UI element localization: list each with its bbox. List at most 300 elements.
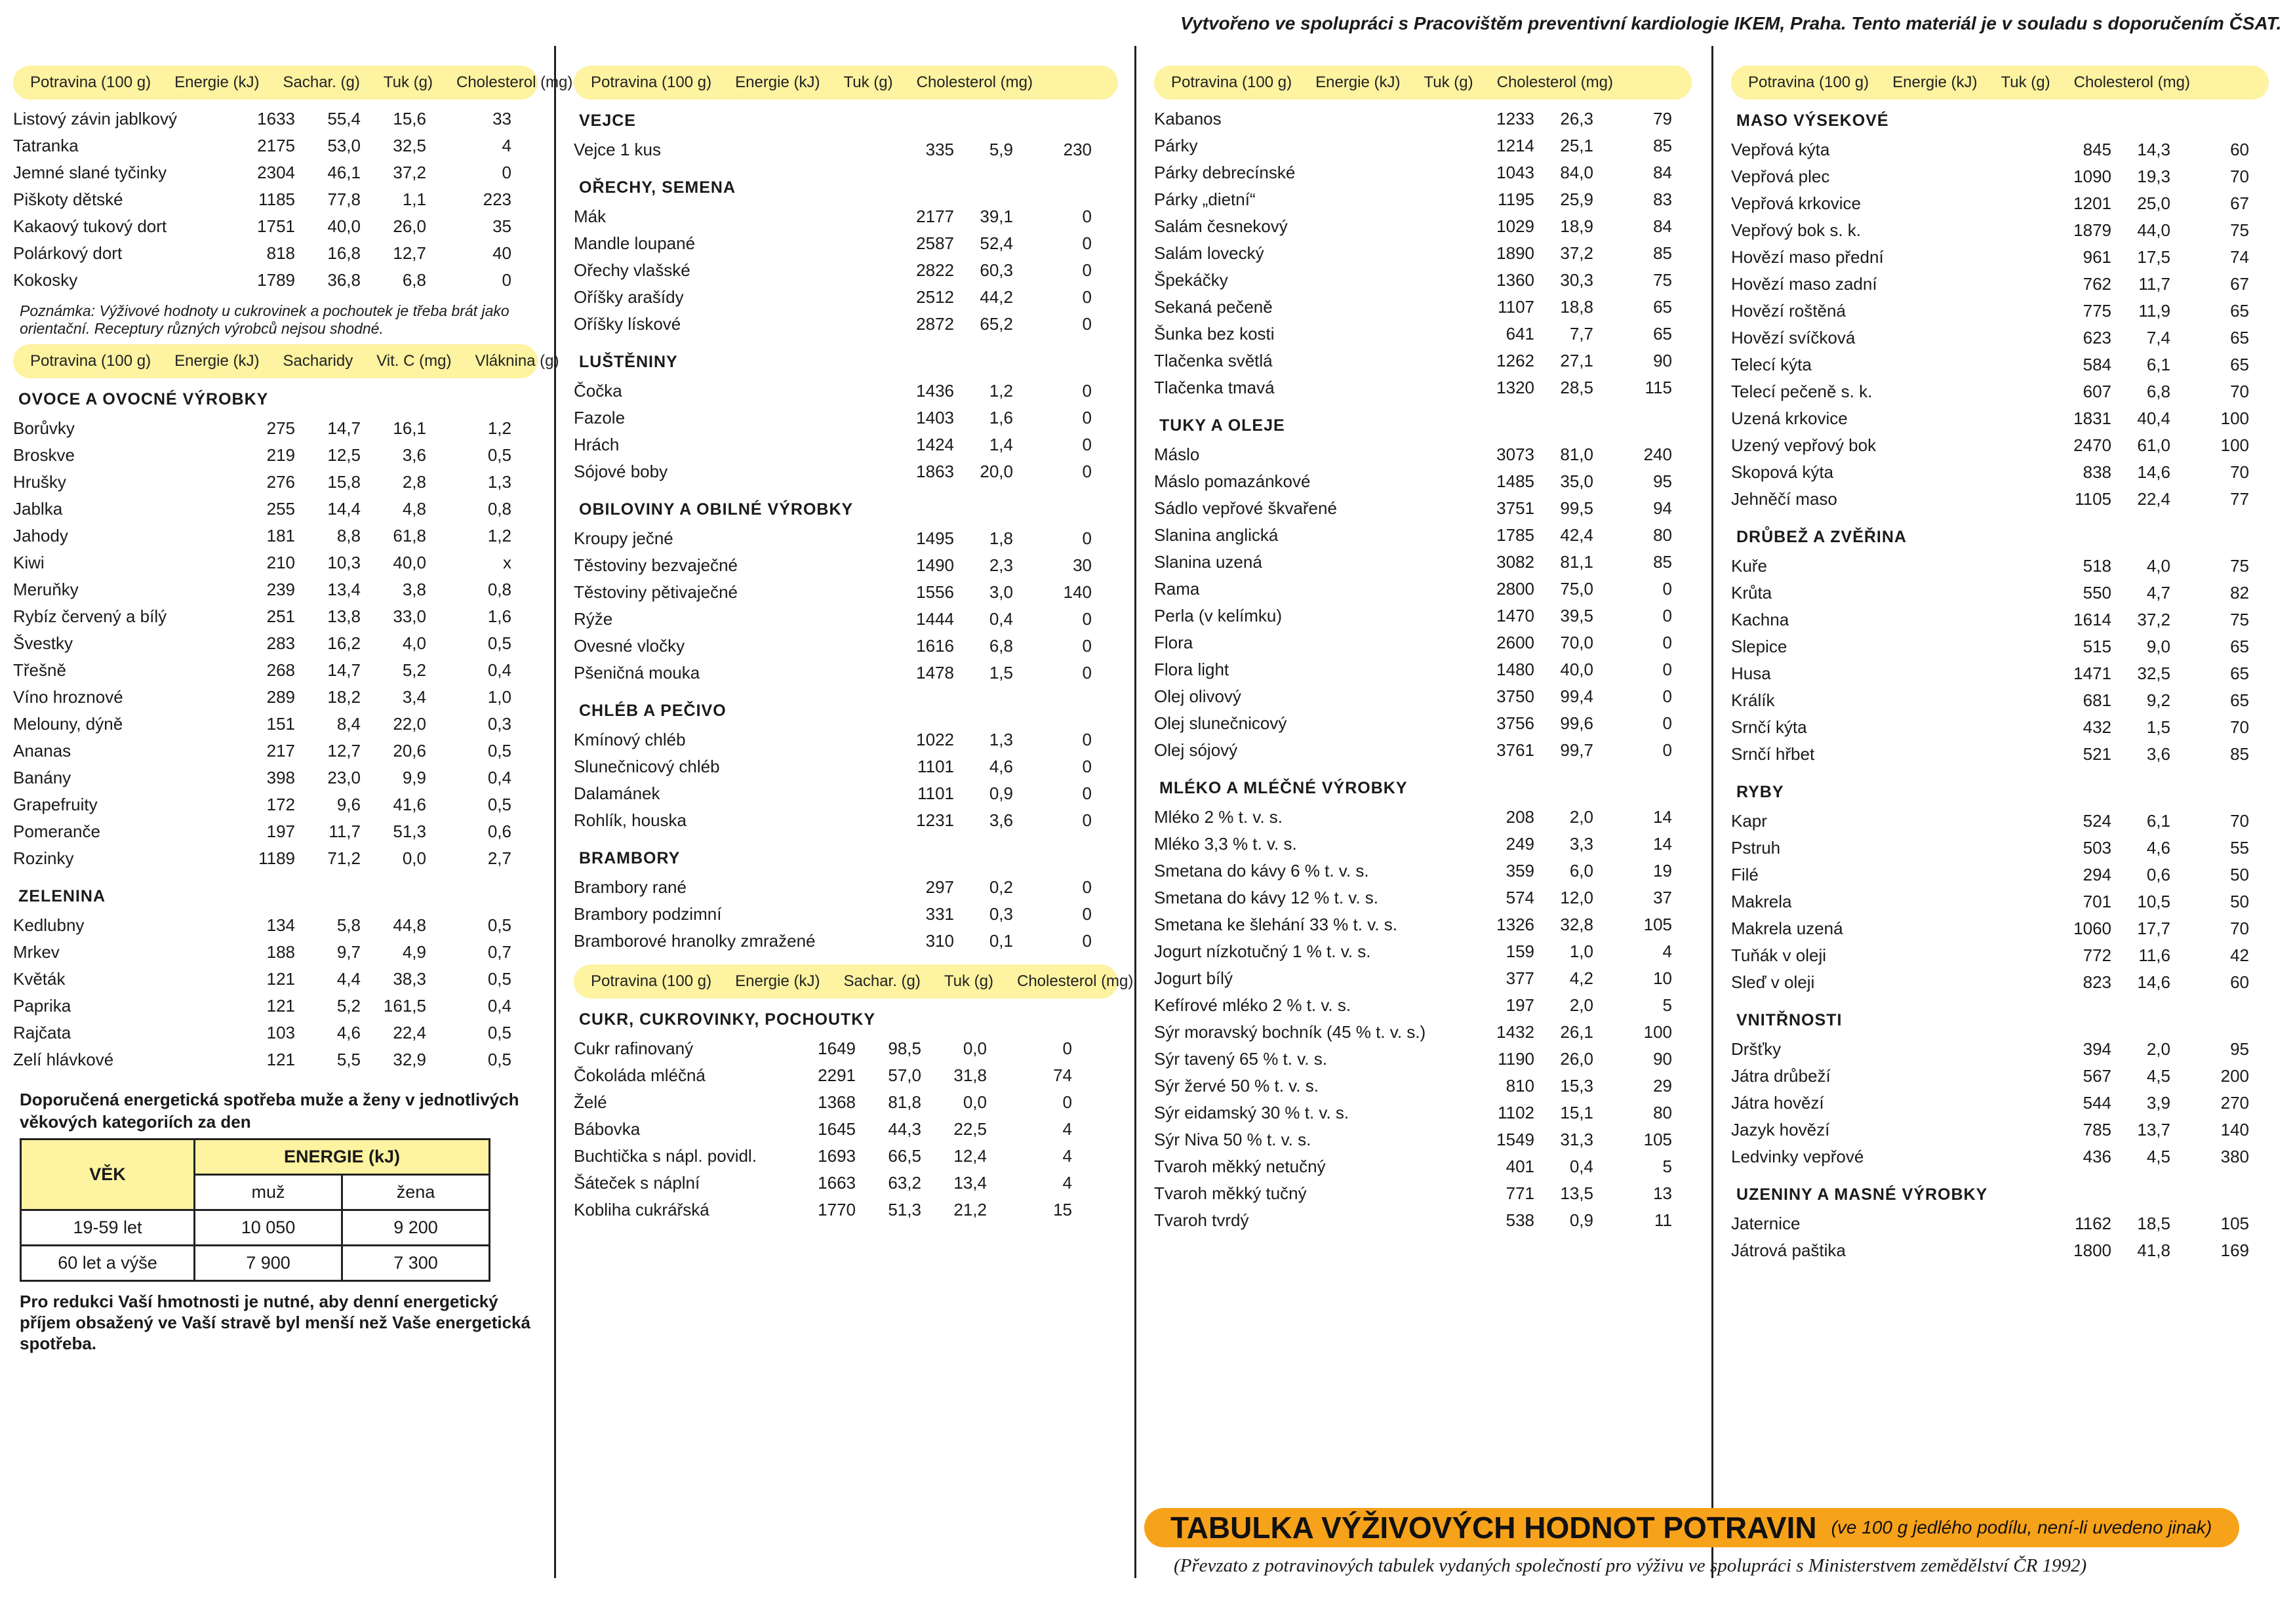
food-name: Jaternice <box>1731 1214 1801 1233</box>
food-value: 3756 <box>1496 713 1534 733</box>
food-value: 3,6 <box>402 445 426 465</box>
food-value: 255 <box>266 499 295 519</box>
food-value: 40,0 <box>1560 660 1593 679</box>
column-header-label: Sachar. (g) <box>283 73 360 91</box>
food-value: 55 <box>2230 838 2249 858</box>
food-name: Těstoviny pětivaječné <box>574 582 738 602</box>
food-value: 5,5 <box>336 1050 361 1069</box>
food-value: 8,4 <box>336 714 361 734</box>
food-name: Zelí hlávkové <box>13 1050 114 1069</box>
food-name: Banány <box>13 768 71 787</box>
section-title: BRAMBORY <box>579 849 681 867</box>
food-value: 7,7 <box>1569 324 1593 344</box>
food-value: 0 <box>1082 810 1092 830</box>
food-name: Kuře <box>1731 556 1767 576</box>
energy-table-title: Doporučená energetická spotřeba muže a ženy v jednotlivých věkových kategoriích za den <box>20 1090 519 1132</box>
food-value: 2800 <box>1496 579 1534 599</box>
section-title: UZENINY A MASNÉ VÝROBKY <box>1736 1185 1988 1204</box>
food-name: Čokoláda mléčná <box>574 1065 706 1085</box>
food-value: 60 <box>2230 140 2249 159</box>
food-name: Jogurt bílý <box>1154 968 1233 988</box>
food-row <box>13 189 538 216</box>
food-name: Pstruh <box>1731 838 1781 858</box>
food-value: 0 <box>1662 713 1672 733</box>
food-value: 70,0 <box>1560 633 1593 652</box>
food-value: 1649 <box>818 1039 856 1058</box>
food-value: 4,6 <box>2146 838 2170 858</box>
food-row <box>1731 556 2269 583</box>
food-value: 1,5 <box>2146 717 2170 737</box>
food-value: 4,8 <box>402 499 426 519</box>
food-name: Tvaroh měkký netučný <box>1154 1157 1326 1176</box>
food-row <box>1154 1157 1692 1183</box>
food-value: 4,7 <box>2146 583 2170 603</box>
food-value: 810 <box>1506 1076 1534 1096</box>
food-value: 398 <box>266 768 295 787</box>
food-name: Salám lovecký <box>1154 243 1264 263</box>
food-value: 80 <box>1653 1103 1672 1122</box>
food-name: Máslo pomazánkové <box>1154 471 1311 491</box>
food-row <box>1731 1066 2269 1093</box>
food-value: 41,8 <box>2137 1240 2170 1260</box>
food-value: 44,0 <box>2137 220 2170 240</box>
column-header-label: Cholesterol (mg) <box>1496 73 1613 91</box>
confectionery-note: Poznámka: Výživové hodnoty u cukrovinek a pochoutek je třeba brát jako orientační. Receptury různých výrobců nejsou shodné. <box>20 302 509 337</box>
food-row <box>1731 919 2269 945</box>
food-value: 5,8 <box>336 915 361 935</box>
food-row <box>1731 972 2269 999</box>
food-row <box>1731 717 2269 744</box>
section-title: VEJCE <box>579 111 636 130</box>
food-value: 5,2 <box>402 660 426 680</box>
food-row <box>574 287 1118 314</box>
food-value: 15,8 <box>327 472 361 492</box>
food-value: 567 <box>2083 1066 2111 1086</box>
food-row <box>1154 861 1692 888</box>
food-row <box>1731 301 2269 328</box>
food-row <box>13 714 538 741</box>
food-row <box>1731 1147 2269 1174</box>
food-value: 1,6 <box>989 408 1013 427</box>
column-meat <box>1731 59 2269 1624</box>
food-row <box>1731 462 2269 489</box>
food-row <box>13 795 538 822</box>
section-title: TUKY A OLEJE <box>1159 416 1285 435</box>
food-value: 4 <box>1062 1119 1072 1139</box>
food-name: Hrách <box>574 435 620 454</box>
food-value: 0 <box>1082 528 1092 548</box>
food-value: 6,0 <box>1569 861 1593 881</box>
food-value: 270 <box>2220 1093 2249 1113</box>
food-value: 1436 <box>916 381 954 401</box>
food-value: 14,7 <box>327 660 361 680</box>
food-row <box>1154 351 1692 378</box>
food-value: 85 <box>1653 136 1672 155</box>
column-divider <box>1711 46 1713 1578</box>
food-value: 0,2 <box>989 877 1013 897</box>
food-name: Brambory rané <box>574 877 687 897</box>
food-value: 17,5 <box>2137 247 2170 267</box>
food-value: 65 <box>1653 297 1672 317</box>
food-value: 30,3 <box>1560 270 1593 290</box>
food-value: 1105 <box>2075 489 2111 509</box>
food-name: Sýr žervé 50 % t. v. s. <box>1154 1076 1319 1096</box>
food-value: 5,9 <box>989 140 1013 159</box>
food-value: 14 <box>1653 807 1672 827</box>
food-row <box>13 768 538 795</box>
food-value: 1102 <box>1498 1103 1534 1122</box>
food-row <box>1731 220 2269 247</box>
food-value: 13,8 <box>327 606 361 626</box>
food-value: 1029 <box>1496 216 1534 236</box>
food-name: Jazyk hovězí <box>1731 1120 1830 1139</box>
food-value: 2177 <box>916 207 954 226</box>
food-value: 2872 <box>916 314 954 334</box>
food-value: 1645 <box>818 1119 856 1139</box>
food-row <box>1154 633 1692 660</box>
food-value: 1,2 <box>989 381 1013 401</box>
food-name: Kefírové mléko 2 % t. v. s. <box>1154 995 1351 1015</box>
food-name: Olej olivový <box>1154 686 1241 706</box>
column-header-pill <box>13 66 573 100</box>
food-name: Kapr <box>1731 811 1767 831</box>
food-value: 0 <box>1082 381 1092 401</box>
food-row <box>1154 606 1692 633</box>
food-name: Fazole <box>574 408 626 427</box>
food-row <box>574 207 1118 233</box>
food-name: Kiwi <box>13 553 45 572</box>
food-value: 121 <box>266 969 295 989</box>
food-value: 772 <box>2083 945 2111 965</box>
food-row <box>1731 865 2269 892</box>
food-value: 6,1 <box>2146 355 2170 374</box>
food-value: 775 <box>2083 301 2111 321</box>
food-value: 90 <box>1653 351 1672 370</box>
food-value: 2,0 <box>2146 1039 2170 1059</box>
food-value: 1831 <box>2073 408 2111 428</box>
food-value: 268 <box>266 660 295 680</box>
energy-col-male: muž <box>195 1175 342 1210</box>
food-row <box>1154 807 1692 834</box>
food-name: Hrušky <box>13 472 66 492</box>
food-value: 84,0 <box>1560 163 1593 182</box>
food-name: Ledvinky vepřové <box>1731 1147 1864 1166</box>
section-title: LUŠTĚNINY <box>579 353 678 371</box>
food-name: Slunečnicový chléb <box>574 757 720 776</box>
footer-credit: Vytvořeno ve spolupráci s Pracovištěm preventivní kardiologie IKEM, Praha. Tento materiál je v souladu s doporučením ČSAT. <box>1180 13 2282 33</box>
food-value: 249 <box>1506 834 1534 854</box>
food-value: 1444 <box>916 609 954 629</box>
food-value: 961 <box>2083 247 2111 267</box>
food-row <box>1731 811 2269 838</box>
food-row <box>574 1039 1118 1065</box>
food-value: 79 <box>1653 109 1672 129</box>
food-row <box>1154 1210 1692 1237</box>
food-row <box>1731 489 2269 516</box>
food-value: 4,4 <box>336 969 361 989</box>
food-value: 524 <box>2083 811 2111 831</box>
food-value: 16,1 <box>393 418 426 438</box>
food-name: Rybíz červený a bílý <box>13 606 167 626</box>
food-name: Kmínový chléb <box>574 730 686 749</box>
food-value: 12,7 <box>327 741 361 761</box>
food-value: 5 <box>1662 1157 1672 1176</box>
food-value: 0,9 <box>989 783 1013 803</box>
column-header-label: Potravina (100 g) <box>591 73 712 91</box>
food-name: Smetana do kávy 6 % t. v. s. <box>1154 861 1369 881</box>
food-value: 9,0 <box>2146 637 2170 656</box>
food-value: 1663 <box>818 1173 856 1193</box>
food-value: 845 <box>2083 140 2111 159</box>
food-value: 607 <box>2083 382 2111 401</box>
food-row <box>574 381 1118 408</box>
food-value: 38,3 <box>393 969 426 989</box>
food-value: 4 <box>1062 1173 1072 1193</box>
food-value: 31,8 <box>953 1065 987 1085</box>
food-value: 12,4 <box>953 1146 987 1166</box>
food-value: 0,6 <box>487 822 511 841</box>
food-value: 134 <box>266 915 295 935</box>
food-value: 63,2 <box>888 1173 921 1193</box>
food-row <box>574 1173 1118 1200</box>
food-value: 1195 <box>1498 189 1534 209</box>
food-value: 4,5 <box>2146 1066 2170 1086</box>
food-row <box>13 822 538 848</box>
column-header-label: Tuk (g) <box>2001 73 2050 91</box>
food-row <box>574 582 1118 609</box>
food-value: 65 <box>2230 690 2249 710</box>
food-value: 16,2 <box>327 633 361 653</box>
food-name: Makrela <box>1731 892 1792 911</box>
column-header-label: Tuk (g) <box>1424 73 1473 91</box>
column-header-label: Energie (kJ) <box>174 352 260 370</box>
column-divider <box>1134 46 1136 1578</box>
food-value: 66,5 <box>888 1146 921 1166</box>
food-value: 6,8 <box>402 270 426 290</box>
food-name: Tlačenka tmavá <box>1154 378 1275 397</box>
food-row <box>1731 408 2269 435</box>
food-name: Mák <box>574 207 607 226</box>
food-value: 1,5 <box>989 663 1013 683</box>
food-value: 0,5 <box>487 795 511 814</box>
food-value: 9,7 <box>336 942 361 962</box>
food-value: 200 <box>2220 1066 2249 1086</box>
food-row <box>1731 1214 2269 1240</box>
food-value: 1,3 <box>487 472 511 492</box>
food-value: 0,5 <box>487 1023 511 1042</box>
food-name: Sádlo vepřové škvařené <box>1154 498 1337 518</box>
food-name: Melouny, dýně <box>13 714 123 734</box>
food-name: Smetana do kávy 12 % t. v. s. <box>1154 888 1379 907</box>
food-value: 1800 <box>2073 1240 2111 1260</box>
food-row <box>574 1146 1118 1173</box>
food-value: 29 <box>1653 1076 1672 1096</box>
food-value: 515 <box>2083 637 2111 656</box>
food-row <box>1731 435 2269 462</box>
food-name: Tvaroh měkký tučný <box>1154 1183 1307 1203</box>
food-value: 14,7 <box>327 418 361 438</box>
food-value: 0,5 <box>487 969 511 989</box>
food-value: 0,0 <box>963 1092 987 1112</box>
food-value: 4,2 <box>1569 968 1593 988</box>
food-value: 1480 <box>1496 660 1534 679</box>
food-value: 20,0 <box>980 462 1013 481</box>
food-row <box>1154 498 1692 525</box>
food-value: 36,8 <box>327 270 361 290</box>
food-name: Hovězí maso zadní <box>1731 274 1877 294</box>
food-row <box>574 810 1118 837</box>
food-name: Olej sójový <box>1154 740 1238 760</box>
column-header-pill <box>1731 66 2269 100</box>
food-row <box>1154 1130 1692 1157</box>
food-value: 1879 <box>2073 220 2111 240</box>
energy-footnote: Pro redukci Vaší hmotnosti je nutné, aby denní energetický příjem obsažený ve Vaší stravě byl menší než Vaše energetická spotřeba. <box>20 1292 530 1353</box>
food-value: 584 <box>2083 355 2111 374</box>
food-value: 11 <box>1654 1210 1672 1230</box>
food-value: 32,5 <box>393 136 426 155</box>
food-value: 32,9 <box>393 1050 426 1069</box>
food-value: 2822 <box>916 260 954 280</box>
food-value: 1751 <box>257 216 295 236</box>
food-value: 2291 <box>818 1065 856 1085</box>
food-value: 75 <box>2230 556 2249 576</box>
food-value: 100 <box>1643 1022 1672 1042</box>
food-value: 25,9 <box>1560 189 1593 209</box>
column-header-label: Potravina (100 g) <box>1748 73 1869 91</box>
food-value: 84 <box>1653 163 1672 182</box>
food-name: Čočka <box>574 381 622 401</box>
food-value: 11,7 <box>2138 274 2170 294</box>
food-value: 331 <box>925 904 954 924</box>
food-value: 1770 <box>818 1200 856 1219</box>
column-header-label: Tuk (g) <box>944 972 993 990</box>
food-value: 11,9 <box>2138 301 2170 321</box>
food-name: Flora <box>1154 633 1193 652</box>
food-value: 219 <box>266 445 295 465</box>
food-value: 4,6 <box>989 757 1013 776</box>
food-row <box>13 633 538 660</box>
food-name: Dalamánek <box>574 783 660 803</box>
food-row <box>1731 945 2269 972</box>
food-value: 4,0 <box>402 633 426 653</box>
food-name: Skopová kýta <box>1731 462 1834 482</box>
food-value: 310 <box>925 931 954 951</box>
food-value: 1789 <box>257 270 295 290</box>
food-value: 518 <box>2083 556 2111 576</box>
food-value: 1470 <box>1496 606 1534 625</box>
food-value: 13,4 <box>327 580 361 599</box>
food-name: Olej slunečnicový <box>1154 713 1287 733</box>
food-name: Tuňák v oleji <box>1731 945 1826 965</box>
food-value: 70 <box>2230 919 2249 938</box>
food-value: 432 <box>2083 717 2111 737</box>
food-value: 0 <box>1082 287 1092 307</box>
column-grains-sweets <box>574 59 1134 1624</box>
food-value: 6,8 <box>2146 382 2170 401</box>
food-value: 22,4 <box>393 1023 426 1042</box>
food-name: Švestky <box>13 633 73 653</box>
food-value: 16,8 <box>327 243 361 263</box>
food-value: 0,4 <box>487 660 511 680</box>
food-name: Králík <box>1731 690 1775 710</box>
food-value: 223 <box>483 189 511 209</box>
food-value: 37,2 <box>2137 610 2170 629</box>
food-value: 1060 <box>2073 919 2111 938</box>
food-value: 0 <box>1662 740 1672 760</box>
food-value: 4 <box>502 136 511 155</box>
food-value: 14,6 <box>2137 972 2170 992</box>
food-value: 1,1 <box>402 189 426 209</box>
food-value: 26,0 <box>1560 1049 1593 1069</box>
column-header-label: Cholesterol (mg) <box>1017 972 1134 990</box>
energy-col-energy: ENERGIE (kJ) <box>195 1139 490 1175</box>
section-title: OBILOVINY A OBILNÉ VÝROBKY <box>579 500 854 519</box>
food-value: 283 <box>266 633 295 653</box>
food-row <box>13 136 538 163</box>
food-row <box>1154 136 1692 163</box>
food-value: 25,1 <box>1560 136 1593 155</box>
food-value: 3750 <box>1496 686 1534 706</box>
column-header-label: Sachar. (g) <box>843 972 921 990</box>
food-value: 818 <box>266 243 295 263</box>
food-value: 1432 <box>1496 1022 1534 1042</box>
food-name: Listový závin jablkový <box>13 109 177 129</box>
food-value: 0,4 <box>989 609 1013 629</box>
column-header-label: Vláknina (g) <box>475 352 559 370</box>
food-value: 161,5 <box>383 996 426 1016</box>
food-name: Krůta <box>1731 583 1772 603</box>
food-value: 3073 <box>1496 445 1534 464</box>
food-row <box>13 848 538 875</box>
food-value: 13,7 <box>2137 1120 2170 1139</box>
food-row <box>1731 583 2269 610</box>
food-value: 140 <box>1063 582 1092 602</box>
food-value: 12,5 <box>327 445 361 465</box>
column-header-label: Energie (kJ) <box>735 972 820 990</box>
food-value: 14 <box>1653 834 1672 854</box>
food-row <box>13 687 538 714</box>
food-name: Jahody <box>13 526 68 545</box>
food-value: 0,4 <box>487 996 511 1016</box>
food-row <box>574 1092 1118 1119</box>
food-value: 1101 <box>917 783 954 803</box>
food-row <box>1731 355 2269 382</box>
food-row <box>1731 892 2269 919</box>
food-value: 172 <box>266 795 295 814</box>
food-value: 53,0 <box>327 136 361 155</box>
food-value: 26,3 <box>1560 109 1593 129</box>
column-header-label: Potravina (100 g) <box>30 352 151 370</box>
food-row <box>1731 637 2269 663</box>
food-name: Vepřová kýta <box>1731 140 1830 159</box>
food-value: 0,0 <box>402 848 426 868</box>
food-row <box>574 528 1118 555</box>
food-value: 10 <box>1653 968 1672 988</box>
column-header-pill <box>13 344 559 378</box>
food-row <box>1731 382 2269 408</box>
food-value: 84 <box>1653 216 1672 236</box>
food-value: 297 <box>925 877 954 897</box>
food-value: 55,4 <box>327 109 361 129</box>
food-value: 3,6 <box>2146 744 2170 764</box>
food-value: 2512 <box>916 287 954 307</box>
food-value: 6,8 <box>989 636 1013 656</box>
food-row <box>1154 270 1692 297</box>
food-name: Jablka <box>13 499 63 519</box>
section-title: CHLÉB A PEČIVO <box>579 702 727 720</box>
food-value: 65,2 <box>980 314 1013 334</box>
food-value: 1043 <box>1496 163 1534 182</box>
